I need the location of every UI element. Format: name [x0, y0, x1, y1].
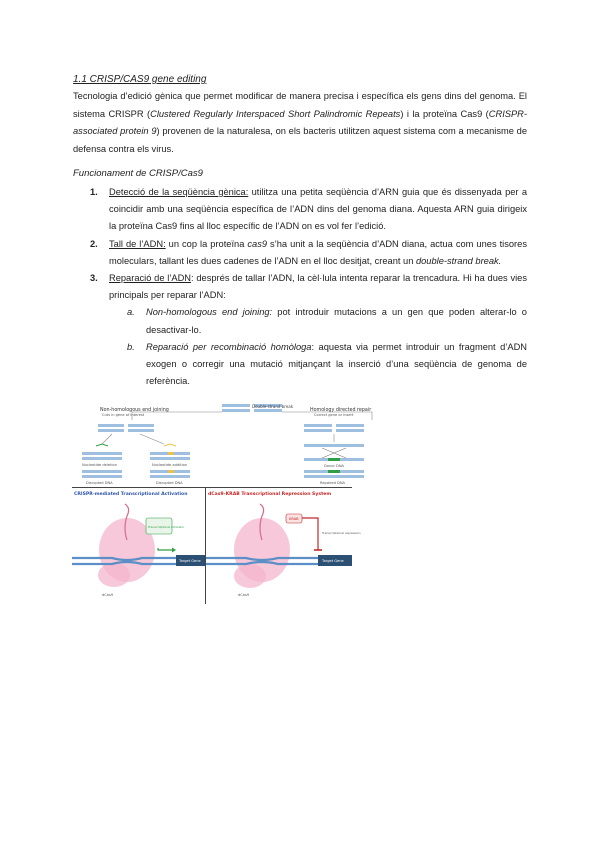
step-text-italic: cas9: [247, 238, 268, 249]
activator-label: Transcriptional activator: [148, 525, 185, 529]
intro-text-1: Tecnologia d’edició gènica que permet modificar de manera precisa i específica els gens dins del genoma. El sistema CRISPR (: [73, 91, 527, 119]
figure-divider: [205, 488, 206, 604]
nucleotide-deletion-label: Nucleotide deletion: [82, 463, 117, 467]
step-title: Reparació de l’ADN: [109, 273, 192, 284]
repression-title: dCas9-KRAB Transcriptional Repression System: [208, 492, 332, 497]
subsection-heading: Funcionament de CRISP/Cas9: [73, 168, 203, 179]
dcas9-protein: [98, 563, 130, 587]
section-heading: 1.1 CRISP/CAS9 gene editing: [73, 74, 207, 85]
repair-pathways-panel: [72, 400, 472, 486]
step-title: Detecció de la seqüència gènica:: [109, 187, 249, 197]
sub-title: Reparació per recombinació homòloga: [146, 341, 312, 352]
step-number: 2.: [90, 238, 98, 249]
sub-text: : aquesta via permet introduir un fragment d’ADN exogen o corregir una mutació mitjançant la inserció d’una seqüència de genoma de referència.: [146, 341, 527, 387]
step-title: Tall de l’ADN:: [109, 238, 166, 249]
step-text: : després de tallar l’ADN, la cèl·lula intenta reparar la trencadura. Hi ha dues vies principals per reparar l’ADN:: [109, 273, 527, 301]
dcas9-label: dCas9: [102, 593, 114, 597]
crispr-expansion: Clustered Regularly Interspaced Short Palindromic Repeats: [150, 108, 401, 119]
step-item: [90, 236, 527, 270]
dcas9-label: dCas9: [238, 593, 250, 597]
intro-text-2: ) i la proteïna Cas9 (: [400, 108, 489, 119]
intro-text-3: ) provenen de la naturalesa, on els bacteris utilitzen aquest sistema com a mecanisme de defensa contra els virus.: [73, 126, 527, 154]
sub-item: [109, 304, 527, 338]
step-text-italic: double-strand break.: [415, 255, 502, 266]
disrupted-dna-label-right: Disrupted DNA: [156, 481, 183, 485]
activation-arrow: [158, 548, 174, 550]
intro-paragraph: [73, 88, 527, 158]
sub-title: Non-homologous end joining:: [146, 307, 273, 318]
nucleotide-addition-label: Nucleotide addition: [152, 463, 188, 467]
sub-text: pot introduir mutacions a un gen que poden alterar-lo o desactivar-lo.: [146, 307, 527, 335]
steps-list: [90, 184, 527, 390]
donor-dna-label: Donor DNA: [324, 464, 344, 468]
activation-panel: [72, 491, 205, 597]
activation-title: CRISPR-mediated Transcriptional Activation: [74, 492, 188, 497]
hdr-title: Homology directed repair: [310, 408, 372, 413]
nhej-title: Non-homologous end joining: [100, 408, 169, 413]
step-text: un cop la proteïna: [165, 238, 248, 249]
step-text: s’ha unit a la seqüència d’ADN diana, actua com unes tisores moleculars, tallant les dues cadenes de l’ADN en el lloc desitjat, creant un: [109, 238, 527, 266]
repression-panel: [206, 491, 361, 597]
cas9-expansion: CRISPR-associated protein 9: [73, 108, 527, 136]
target-gene-label: Target Gene: [322, 559, 344, 563]
sub-letter: b.: [127, 341, 135, 352]
krab-label: KRAB: [289, 517, 299, 521]
activation-arrowhead: [172, 548, 176, 553]
dsb-label: Double-strand break: [252, 404, 294, 409]
repaired-dna-label: Repaired DNA: [320, 481, 345, 485]
target-gene-label: Target Gene: [179, 559, 201, 563]
step-item: [90, 270, 527, 390]
nhej-subtitle: Cuts in gene of interest: [102, 413, 145, 417]
figure-divider: [72, 487, 352, 488]
dcas9-protein: [234, 564, 266, 588]
sub-letter: a.: [127, 307, 135, 318]
hdr-subtitle: Correct gene or insert: [314, 413, 354, 417]
crispr-figure: [72, 400, 472, 604]
step-text: utilitza una petita seqüència d’ARN guia que és dissenyada per a coincidir amb una seqüència específica de l’ADN dins del genoma diana. Aquesta ARN guia dirigeix la proteïna Cas9 fins al lloc específic de l’ADN on es vol fer l’edició.: [109, 187, 527, 232]
disrupted-dna-label-left: Disrupted DNA: [86, 481, 113, 485]
repression-line: [302, 518, 318, 550]
step-number: 1.: [90, 187, 98, 197]
step-number: 3.: [90, 273, 98, 284]
step-item: [90, 184, 527, 236]
sub-item: [109, 339, 527, 391]
repression-label: Transcriptional repression: [322, 531, 361, 535]
